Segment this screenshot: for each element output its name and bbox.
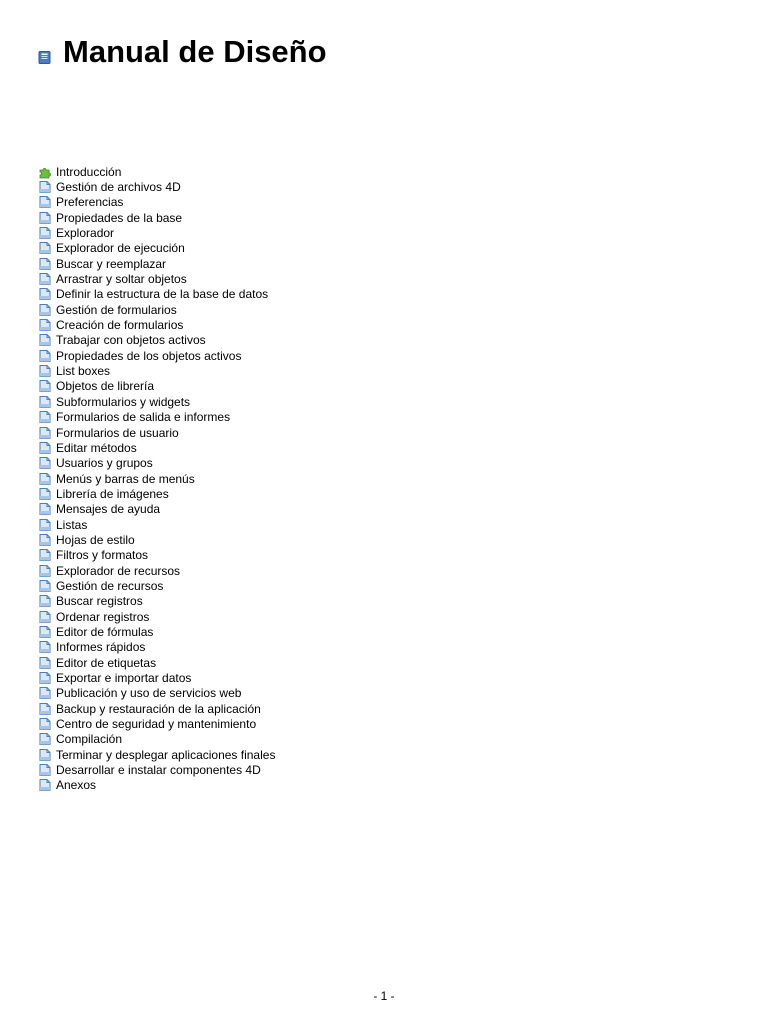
toc-item[interactable] (38, 594, 275, 609)
page-icon (38, 333, 52, 347)
page-icon (38, 548, 52, 562)
page-icon (38, 518, 52, 532)
toc-item[interactable] (38, 225, 275, 240)
page-icon (38, 272, 52, 286)
toc-item-label: Preferencias (56, 195, 124, 210)
toc-item-label: Explorador (56, 226, 115, 241)
toc-item[interactable] (38, 486, 275, 501)
page-number: - 1 - (373, 989, 395, 1003)
toc-item-label: Propiedades de los objetos activos (56, 348, 242, 363)
page-icon (38, 610, 52, 624)
toc-item-label: Buscar registros (56, 594, 143, 609)
page-icon (38, 180, 52, 194)
toc-item-label: Informes rápidos (56, 640, 146, 655)
toc-item-label: Ordenar registros (56, 609, 150, 624)
toc-item[interactable] (38, 563, 275, 578)
toc-item-label: Filtros y formatos (56, 548, 149, 563)
toc-item[interactable] (38, 624, 275, 639)
toc-item-label: Terminar y desplegar aplicaciones finales (56, 747, 276, 762)
page-icon (38, 195, 52, 209)
toc-item-label: Anexos (56, 778, 97, 793)
toc-item-label: Arrastrar y soltar objetos (56, 272, 187, 287)
puzzle-icon (38, 165, 52, 179)
toc-item[interactable] (38, 210, 275, 225)
toc-item[interactable] (38, 640, 275, 655)
toc-item-label: Exportar e importar datos (56, 671, 192, 686)
page-icon (38, 671, 52, 685)
toc-item-label: Buscar y reemplazar (56, 256, 167, 271)
page-icon (38, 502, 52, 516)
page-icon (38, 241, 52, 255)
toc-item[interactable] (38, 609, 275, 624)
toc-item[interactable] (38, 670, 275, 685)
toc-item[interactable] (38, 517, 275, 532)
page-header (38, 34, 327, 70)
toc-item[interactable] (38, 317, 275, 332)
toc-item[interactable] (38, 532, 275, 547)
toc-item[interactable] (38, 333, 275, 348)
toc-item[interactable] (38, 502, 275, 517)
toc-item[interactable] (38, 379, 275, 394)
toc-item[interactable] (38, 578, 275, 593)
toc-item-label: Editar métodos (56, 440, 137, 455)
toc-item[interactable] (38, 241, 275, 256)
toc-item[interactable] (38, 471, 275, 486)
toc-item[interactable] (38, 348, 275, 363)
toc-item[interactable] (38, 747, 275, 762)
toc-item-label: Menús y barras de menús (56, 471, 195, 486)
toc-item[interactable] (38, 548, 275, 563)
toc-item-label: Desarrollar e instalar componentes 4D (56, 763, 261, 778)
toc-item[interactable] (38, 302, 275, 317)
page-icon (38, 594, 52, 608)
page-icon (38, 579, 52, 593)
toc-item-label: Editor de etiquetas (56, 655, 157, 670)
page-icon (38, 395, 52, 409)
toc-item[interactable] (38, 686, 275, 701)
page-icon (38, 640, 52, 654)
page-icon (38, 318, 52, 332)
toc-item[interactable] (38, 732, 275, 747)
toc-item-label: Formularios de usuario (56, 425, 179, 440)
toc-item[interactable] (38, 410, 275, 425)
toc-item[interactable] (38, 256, 275, 271)
table-of-contents (38, 164, 275, 793)
toc-item[interactable] (38, 425, 275, 440)
toc-item[interactable] (38, 701, 275, 716)
page-icon (38, 625, 52, 639)
toc-item-label: Explorador de recursos (56, 563, 181, 578)
toc-item-label: Librería de imágenes (56, 486, 169, 501)
toc-item-label: Gestión de formularios (56, 302, 177, 317)
toc-item-label: Centro de seguridad y mantenimiento (56, 717, 257, 732)
toc-item-label: Gestión de archivos 4D (56, 180, 181, 195)
toc-item-label: Hojas de estilo (56, 532, 135, 547)
toc-item[interactable] (38, 363, 275, 378)
page-icon (38, 717, 52, 731)
toc-item[interactable] (38, 440, 275, 455)
toc-item-label: Editor de fórmulas (56, 624, 154, 639)
page-icon (38, 656, 52, 670)
book-icon (38, 51, 51, 64)
page-icon (38, 748, 52, 762)
toc-item-label: Subformularios y widgets (56, 394, 191, 409)
toc-item-label: Introducción (56, 164, 122, 179)
page-icon (38, 763, 52, 777)
toc-item-label: Publicación y uso de servicios web (56, 686, 242, 701)
page-icon (38, 441, 52, 455)
page-icon (38, 426, 52, 440)
toc-item-label: Objetos de librería (56, 379, 155, 394)
page-icon (38, 533, 52, 547)
toc-item-label: Backup y restauración de la aplicación (56, 701, 261, 716)
toc-item-label: Propiedades de la base (56, 210, 183, 225)
page-icon (38, 211, 52, 225)
toc-item-label: Listas (56, 517, 88, 532)
toc-item[interactable] (38, 716, 275, 731)
page-icon (38, 564, 52, 578)
toc-item-label: Definir la estructura de la base de datos (56, 287, 269, 302)
toc-item-label: Usuarios y grupos (56, 456, 153, 471)
toc-item[interactable] (38, 778, 275, 793)
page-icon (38, 456, 52, 470)
toc-item[interactable] (38, 195, 275, 210)
page-icon (38, 257, 52, 271)
page-icon (38, 487, 52, 501)
page-icon (38, 702, 52, 716)
page-icon (38, 410, 52, 424)
page-icon (38, 732, 52, 746)
page-icon (38, 379, 52, 393)
toc-item-label: Compilación (56, 732, 123, 747)
page-icon (38, 778, 52, 792)
toc-item-label: Creación de formularios (56, 318, 184, 333)
toc-item[interactable] (38, 394, 275, 409)
page-icon (38, 472, 52, 486)
toc-item[interactable] (38, 164, 275, 179)
page-icon (38, 303, 52, 317)
page-title: Manual de Diseño (63, 34, 327, 69)
toc-item-label: Mensajes de ayuda (56, 502, 161, 517)
page-icon (38, 226, 52, 240)
page-icon (38, 686, 52, 700)
toc-item-label: Explorador de ejecución (56, 241, 185, 256)
page-icon (38, 287, 52, 301)
page-icon (38, 349, 52, 363)
toc-item[interactable] (38, 179, 275, 194)
page-icon (38, 364, 52, 378)
toc-item-label: List boxes (56, 364, 111, 379)
toc-item-label: Trabajar con objetos activos (56, 333, 206, 348)
toc-item[interactable] (38, 287, 275, 302)
toc-item[interactable] (38, 456, 275, 471)
toc-item[interactable] (38, 655, 275, 670)
toc-item-label: Gestión de recursos (56, 578, 164, 593)
toc-item[interactable] (38, 271, 275, 286)
toc-item[interactable] (38, 762, 275, 777)
toc-item-label: Formularios de salida e informes (56, 410, 231, 425)
